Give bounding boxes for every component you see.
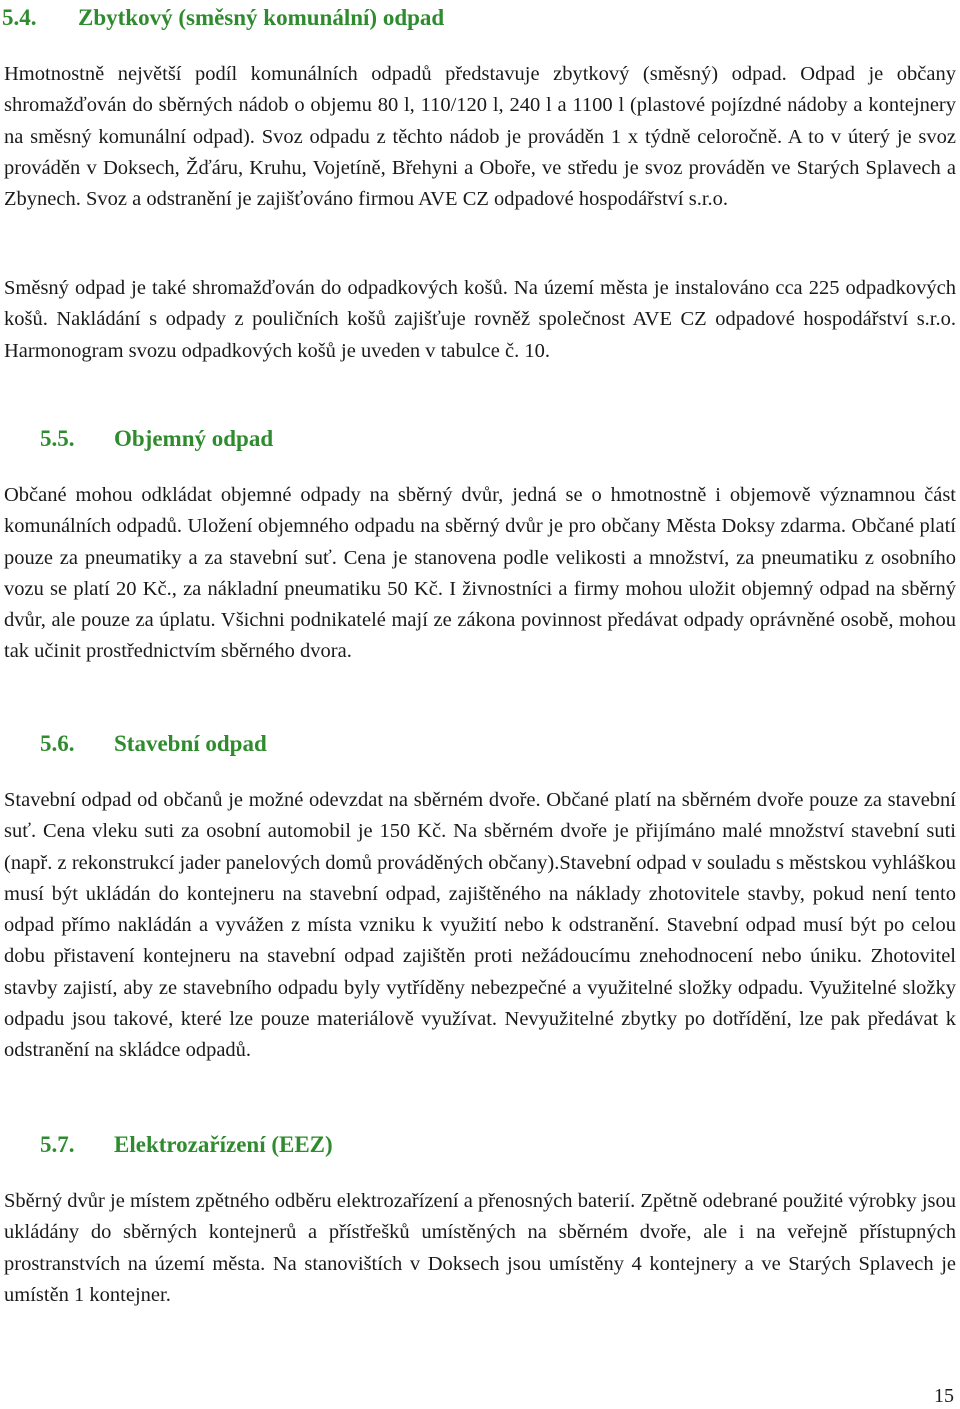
section-title: Elektrozařízení (EEZ)	[114, 1132, 333, 1157]
section-number: 5.4.	[2, 5, 37, 30]
page-number: 15	[934, 1385, 954, 1407]
section-heading-5-5	[40, 424, 273, 454]
paragraph: Občané mohou odkládat objemné odpady na sběrný dvůr, jedná se o hmotnostně i objemově významnou část komunálních odpadů. Uložení objemného odpadu na sběrný dvůr je pro občany Města Doksy zdarma. Občané platí pouze za pneumatiky a za stavební suť. Cena je stanovena podle velikosti a množství, za pneumatiku z osobního vozu se platí 20 Kč., za nákladní pneumatiku 50 Kč. I živnostníci a firmy mohou uložit objemný odpad na sběrný dvůr, ale pouze za úplatu. Všichni podnikatelé mají ze zákona povinnost předávat odpady oprávněné osobě, mohou tak učinit prostřednictvím sběrného dvora.	[4, 484, 956, 663]
paragraph: Sběrný dvůr je místem zpětného odběru elektrozařízení a přenosných baterií. Zpětně odebrané použité výrobky jsou ukládány do sběrných kontejnerů a přístřešků umístěných na sběrném dvoře, ale i na veřejně přístupných prostranstvích na území města. Na stanovištích v Doksech jsou umístěny 4 kontejnery a ve Starých Splavech je umístěn 1 kontejner.	[4, 1190, 956, 1306]
section-title: Objemný odpad	[114, 426, 274, 451]
paragraph: Směsný odpad je také shromažďován do odpadkových košů. Na území města je instalováno cca 225 odpadkových košů. Nakládání s odpady z pouličních košů zajišťuje rovněž společnost AVE CZ odpadové hospodářství s.r.o. Harmonogram svozu odpadkových košů je uveden v tabulce č. 10.	[4, 277, 956, 362]
paragraph: Stavební odpad od občanů je možné odevzdat na sběrném dvoře. Občané platí na sběrném dvoře pouze za stavební suť. Cena vleku suti za osobní automobil je 150 Kč. Na sběrném dvoře je přijímáno malé množství stavební suti (např. z rekonstrukcí jader panelových domů prováděných občany).Stavební odpad v souladu s městskou vyhláškou musí být ukládán do kontejneru na stavební odpad, zajištěného na náklady zhotovitele stavby, pokud není tento odpad přímo nakládán a vyvážen z místa vzniku k využití nebo k odstranění. Stavební odpad musí být po celou dobu přistavení kontejneru na stavební odpad zajištěn proti nežádoucímu znehodnocení nebo úniku. Zhotovitel stavby zajistí, aby ze stavebního odpadu byly vytříděny nebezpečné a využitelné složky odpadu. Využitelné složky odpadu jsou takové, které lze pouze materiálově využívat. Nevyužitelné zbytky po dotřídění, lze pak předávat k odstranění na skládce odpadů.	[4, 789, 956, 1062]
section-heading-5-7	[40, 1130, 333, 1160]
section-number: 5.5.	[40, 426, 75, 451]
section-heading-5-4	[2, 3, 444, 33]
section-heading-5-6	[40, 729, 267, 759]
section-title: Stavební odpad	[114, 731, 267, 756]
section-number: 5.6.	[40, 731, 75, 756]
section-title: Zbytkový (směsný komunální) odpad	[78, 5, 445, 30]
paragraph: Hmotnostně největší podíl komunálních odpadů představuje zbytkový (směsný) odpad. Odpad je občany shromažďován do sběrných nádob o objemu 80 l, 110/120 l, 240 l a 1100 l (plastové pojízdné nádoby a kontejnery na směsný komunální odpad). Svoz odpadu z těchto nádob je prováděn 1 x týdně celoročně. A to v úterý je svoz prováděn v Doksech, Žďáru, Kruhu, Vojetíně, Břehyni a Oboře, ve středu je svoz prováděn ve Starých Splavech a Zbynech. Svoz a odstranění je zajišťováno firmou AVE CZ odpadové hospodářství s.r.o.	[4, 63, 956, 211]
section-number: 5.7.	[40, 1132, 75, 1157]
